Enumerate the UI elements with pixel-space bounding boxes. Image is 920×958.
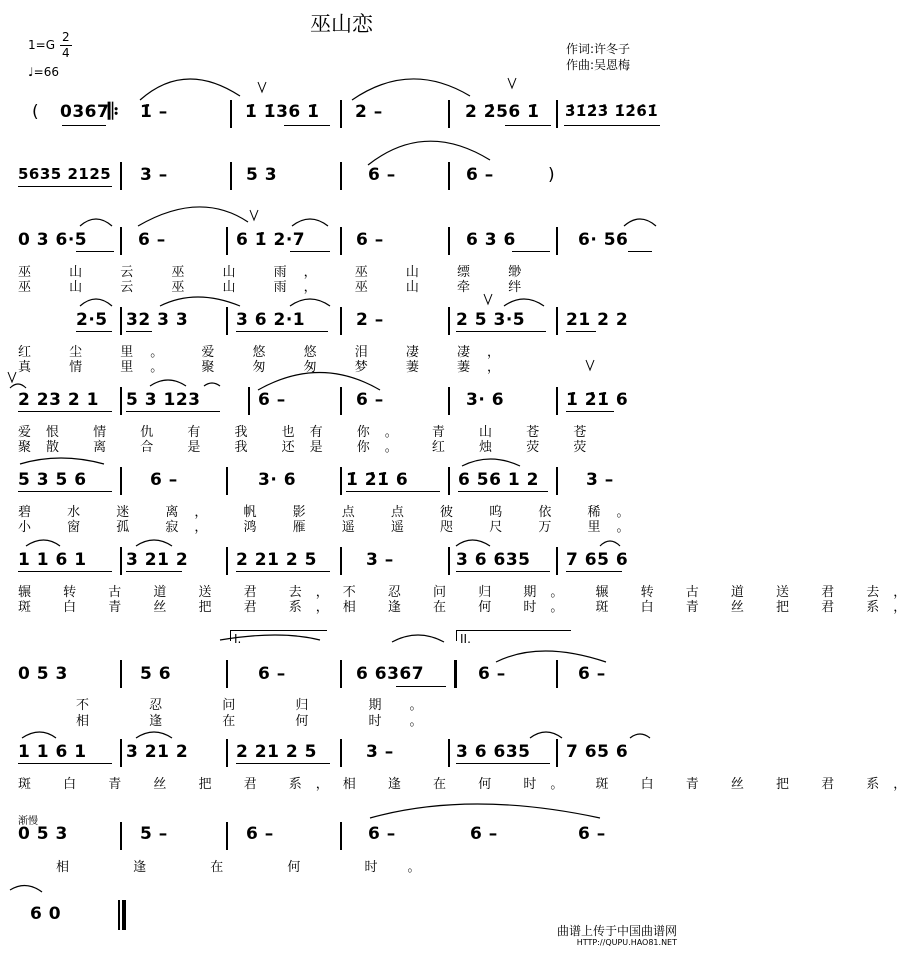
note-group: 2 – bbox=[356, 310, 384, 330]
note-group: 6 0 bbox=[30, 904, 62, 924]
note-group: 7 65 6 bbox=[566, 742, 629, 762]
slur bbox=[22, 732, 56, 738]
lyric-line: 斑 白 青 丝 把 君 系，相 逢 在 何 时。 斑 白 青 丝 把 君 系， bbox=[18, 600, 920, 615]
lyric-line: 爱恨 情 仇 有 我 也有 你。 青 山 苍 苍 bbox=[18, 425, 602, 440]
note-group: 5 6 bbox=[140, 664, 172, 684]
note-group: 2 2̇56 1̇ bbox=[465, 102, 540, 122]
note-group: 3̇1̇2̇3̇ 1̇2̇6̇1̇ bbox=[565, 102, 659, 120]
lyric-line: 辗 转 古 道 送 君 去，不 忍 问 归 期。 辗 转 古 道 送 君 去， bbox=[18, 585, 920, 600]
slur bbox=[160, 297, 240, 306]
breath-mark bbox=[258, 82, 266, 92]
note-group: 6 – bbox=[578, 664, 606, 684]
note-group: 6 6367 bbox=[356, 664, 425, 684]
key-signature: 1=G bbox=[28, 38, 55, 52]
note-group: 0367 bbox=[60, 102, 110, 122]
note-group: 32 3 3 bbox=[126, 310, 189, 330]
note-group: 21 2 2 bbox=[566, 310, 629, 330]
lyricist-credit: 作词:许冬子 bbox=[566, 42, 631, 56]
note-group: 1̇ – bbox=[140, 102, 168, 122]
note-group: 6 – bbox=[578, 824, 606, 844]
slur bbox=[204, 383, 220, 386]
slur bbox=[368, 141, 490, 165]
slur bbox=[496, 651, 606, 662]
note-group: 3 21 2 bbox=[126, 550, 189, 570]
note-group: 1̇ 2̇1̇ 6 bbox=[346, 470, 409, 490]
time-signature-top: 2 bbox=[62, 30, 70, 44]
note-group: 6 – bbox=[150, 470, 178, 490]
note-group: ( bbox=[32, 102, 40, 122]
note-group: 3 – bbox=[140, 165, 168, 185]
slur bbox=[26, 540, 60, 546]
note-group: ) bbox=[548, 165, 556, 185]
lyric-line: 真 情 里。 聚 匆 匆 梦 萋 萋， bbox=[18, 360, 518, 375]
note-group: 3 6 2·1 bbox=[236, 310, 306, 330]
slur bbox=[258, 373, 380, 391]
slur bbox=[80, 219, 112, 226]
note-group: 6 – bbox=[356, 230, 384, 250]
lyric-line: 不 忍 问 归 期。 bbox=[76, 698, 451, 713]
lyric-line: 聚散 离 合 是 我 还是 你。 红 烛 荧 荧 bbox=[18, 440, 602, 455]
note-group: 2 21 2 5 bbox=[236, 550, 317, 570]
slur bbox=[370, 804, 600, 818]
note-group: 6 1̇ 2·7 bbox=[236, 230, 306, 250]
slur bbox=[630, 734, 650, 738]
note-group: 3 6 635 bbox=[456, 742, 531, 762]
note-group: 2·5 bbox=[76, 310, 108, 330]
slur bbox=[292, 219, 328, 226]
note-group: 6 – bbox=[478, 664, 506, 684]
breath-mark bbox=[586, 360, 594, 370]
note-group: 2 21 2 5 bbox=[236, 742, 317, 762]
slur bbox=[138, 207, 248, 226]
note-group: 6 – bbox=[356, 390, 384, 410]
breath-mark bbox=[250, 210, 258, 220]
slur bbox=[140, 79, 240, 100]
lyric-line: 相 逢 在 何 时。 bbox=[76, 714, 451, 729]
footer-line1: 曲谱上传于中国曲谱网 bbox=[556, 924, 677, 938]
note-group: 5635 2125 bbox=[18, 165, 112, 183]
slur bbox=[530, 732, 562, 738]
composer-credit: 作曲:吴恩梅 bbox=[566, 58, 631, 72]
page-title: 巫山恋 bbox=[310, 12, 373, 36]
note-group: 6 – bbox=[466, 165, 494, 185]
note-group: 6 – bbox=[138, 230, 166, 250]
slur bbox=[20, 458, 104, 464]
slur bbox=[352, 79, 470, 100]
slur bbox=[600, 541, 620, 546]
note-group: 7 65 6 bbox=[566, 550, 629, 570]
note-group: 6 3 6 bbox=[466, 230, 516, 250]
note-group: 1 1 6 1 bbox=[18, 550, 87, 570]
note-group: 5 – bbox=[140, 824, 168, 844]
note-group: 3· 6 bbox=[466, 390, 505, 410]
breath-mark bbox=[484, 294, 492, 304]
slur bbox=[220, 635, 320, 640]
note-group: 5 3 123 bbox=[126, 390, 201, 410]
note-group: 3 – bbox=[366, 742, 394, 762]
note-group: 6 – bbox=[368, 165, 396, 185]
note-group: 1 1 6 1 bbox=[18, 742, 87, 762]
footer-line2: HTTP://QUPU.HAO81.NET bbox=[576, 938, 677, 947]
slur bbox=[504, 299, 544, 306]
time-signature-bottom: 4 bbox=[62, 46, 70, 60]
note-group: 2 23 2 1 bbox=[18, 390, 99, 410]
note-group: 3 21 2 bbox=[126, 742, 189, 762]
note-group: 3· 6 bbox=[258, 470, 297, 490]
note-group: 0 5 3 bbox=[18, 824, 68, 844]
tempo-marking: ♩=66 bbox=[28, 65, 59, 79]
note-group: 2 – bbox=[355, 102, 383, 122]
note-group: 2 5 3·5 bbox=[456, 310, 526, 330]
slur bbox=[10, 384, 26, 388]
volta-label-2: II. bbox=[460, 632, 471, 646]
note-group: 6 – bbox=[246, 824, 274, 844]
slur bbox=[136, 732, 172, 738]
repeat-sign: 𝄆 bbox=[108, 100, 120, 125]
note-group: 5 3 5 6 bbox=[18, 470, 87, 490]
note-group: 1̇ 1̇36 1̇ bbox=[245, 102, 320, 122]
slur bbox=[624, 219, 656, 226]
slur bbox=[80, 299, 112, 306]
note-group: 0 5 3 bbox=[18, 664, 68, 684]
slur bbox=[136, 540, 172, 546]
lyric-line: 小 窗 孤 寂， 鸿 雁 遥 遥 咫 尺 万 里。 bbox=[18, 520, 646, 535]
note-group: 0 3 6·5 bbox=[18, 230, 88, 250]
slur bbox=[150, 380, 186, 386]
note-group: 1̇ 2̇1̇ 6 bbox=[566, 390, 629, 410]
slur bbox=[456, 540, 490, 546]
volta-label-1: I. bbox=[234, 632, 242, 646]
slur bbox=[392, 635, 444, 642]
lyric-line: 巫 山 云 巫 山 雨， 巫 山 牵 绊 bbox=[18, 280, 539, 295]
note-group: 3 – bbox=[586, 470, 614, 490]
lyric-line: 相 逢 在 何 时。 bbox=[56, 860, 451, 875]
note-group: 6 – bbox=[368, 824, 396, 844]
note-group: 6 – bbox=[258, 664, 286, 684]
breath-mark bbox=[8, 372, 16, 382]
tempo-change-marking: 渐慢 bbox=[18, 816, 38, 827]
slur bbox=[290, 299, 330, 306]
lyric-line: 红 尘 里。 爱 悠 悠 泪 凄 凄， bbox=[18, 345, 518, 360]
footer-watermark bbox=[557, 925, 677, 949]
note-group: 3 6 635 bbox=[456, 550, 531, 570]
note-group: 6 56 1 2 bbox=[458, 470, 539, 490]
note-group: 3 – bbox=[366, 550, 394, 570]
note-group: 6 – bbox=[470, 824, 498, 844]
lyric-line: 碧 水 迷 离， 帆 影 点 点 彼 呜 依 稀。 bbox=[18, 505, 646, 520]
slur bbox=[462, 459, 520, 466]
lyric-line: 斑 白 青 丝 把 君 系，相 逢 在 何 时。 斑 白 青 丝 把 君 系， bbox=[18, 777, 920, 792]
slur bbox=[10, 885, 42, 892]
note-group: 6 – bbox=[258, 390, 286, 410]
note-group: 6· 56 bbox=[578, 230, 629, 250]
note-group: 5 3 bbox=[246, 165, 278, 185]
breath-mark bbox=[508, 78, 516, 88]
lyric-line: 巫 山 云 巫 山 雨， 巫 山 缥 缈 bbox=[18, 265, 539, 280]
